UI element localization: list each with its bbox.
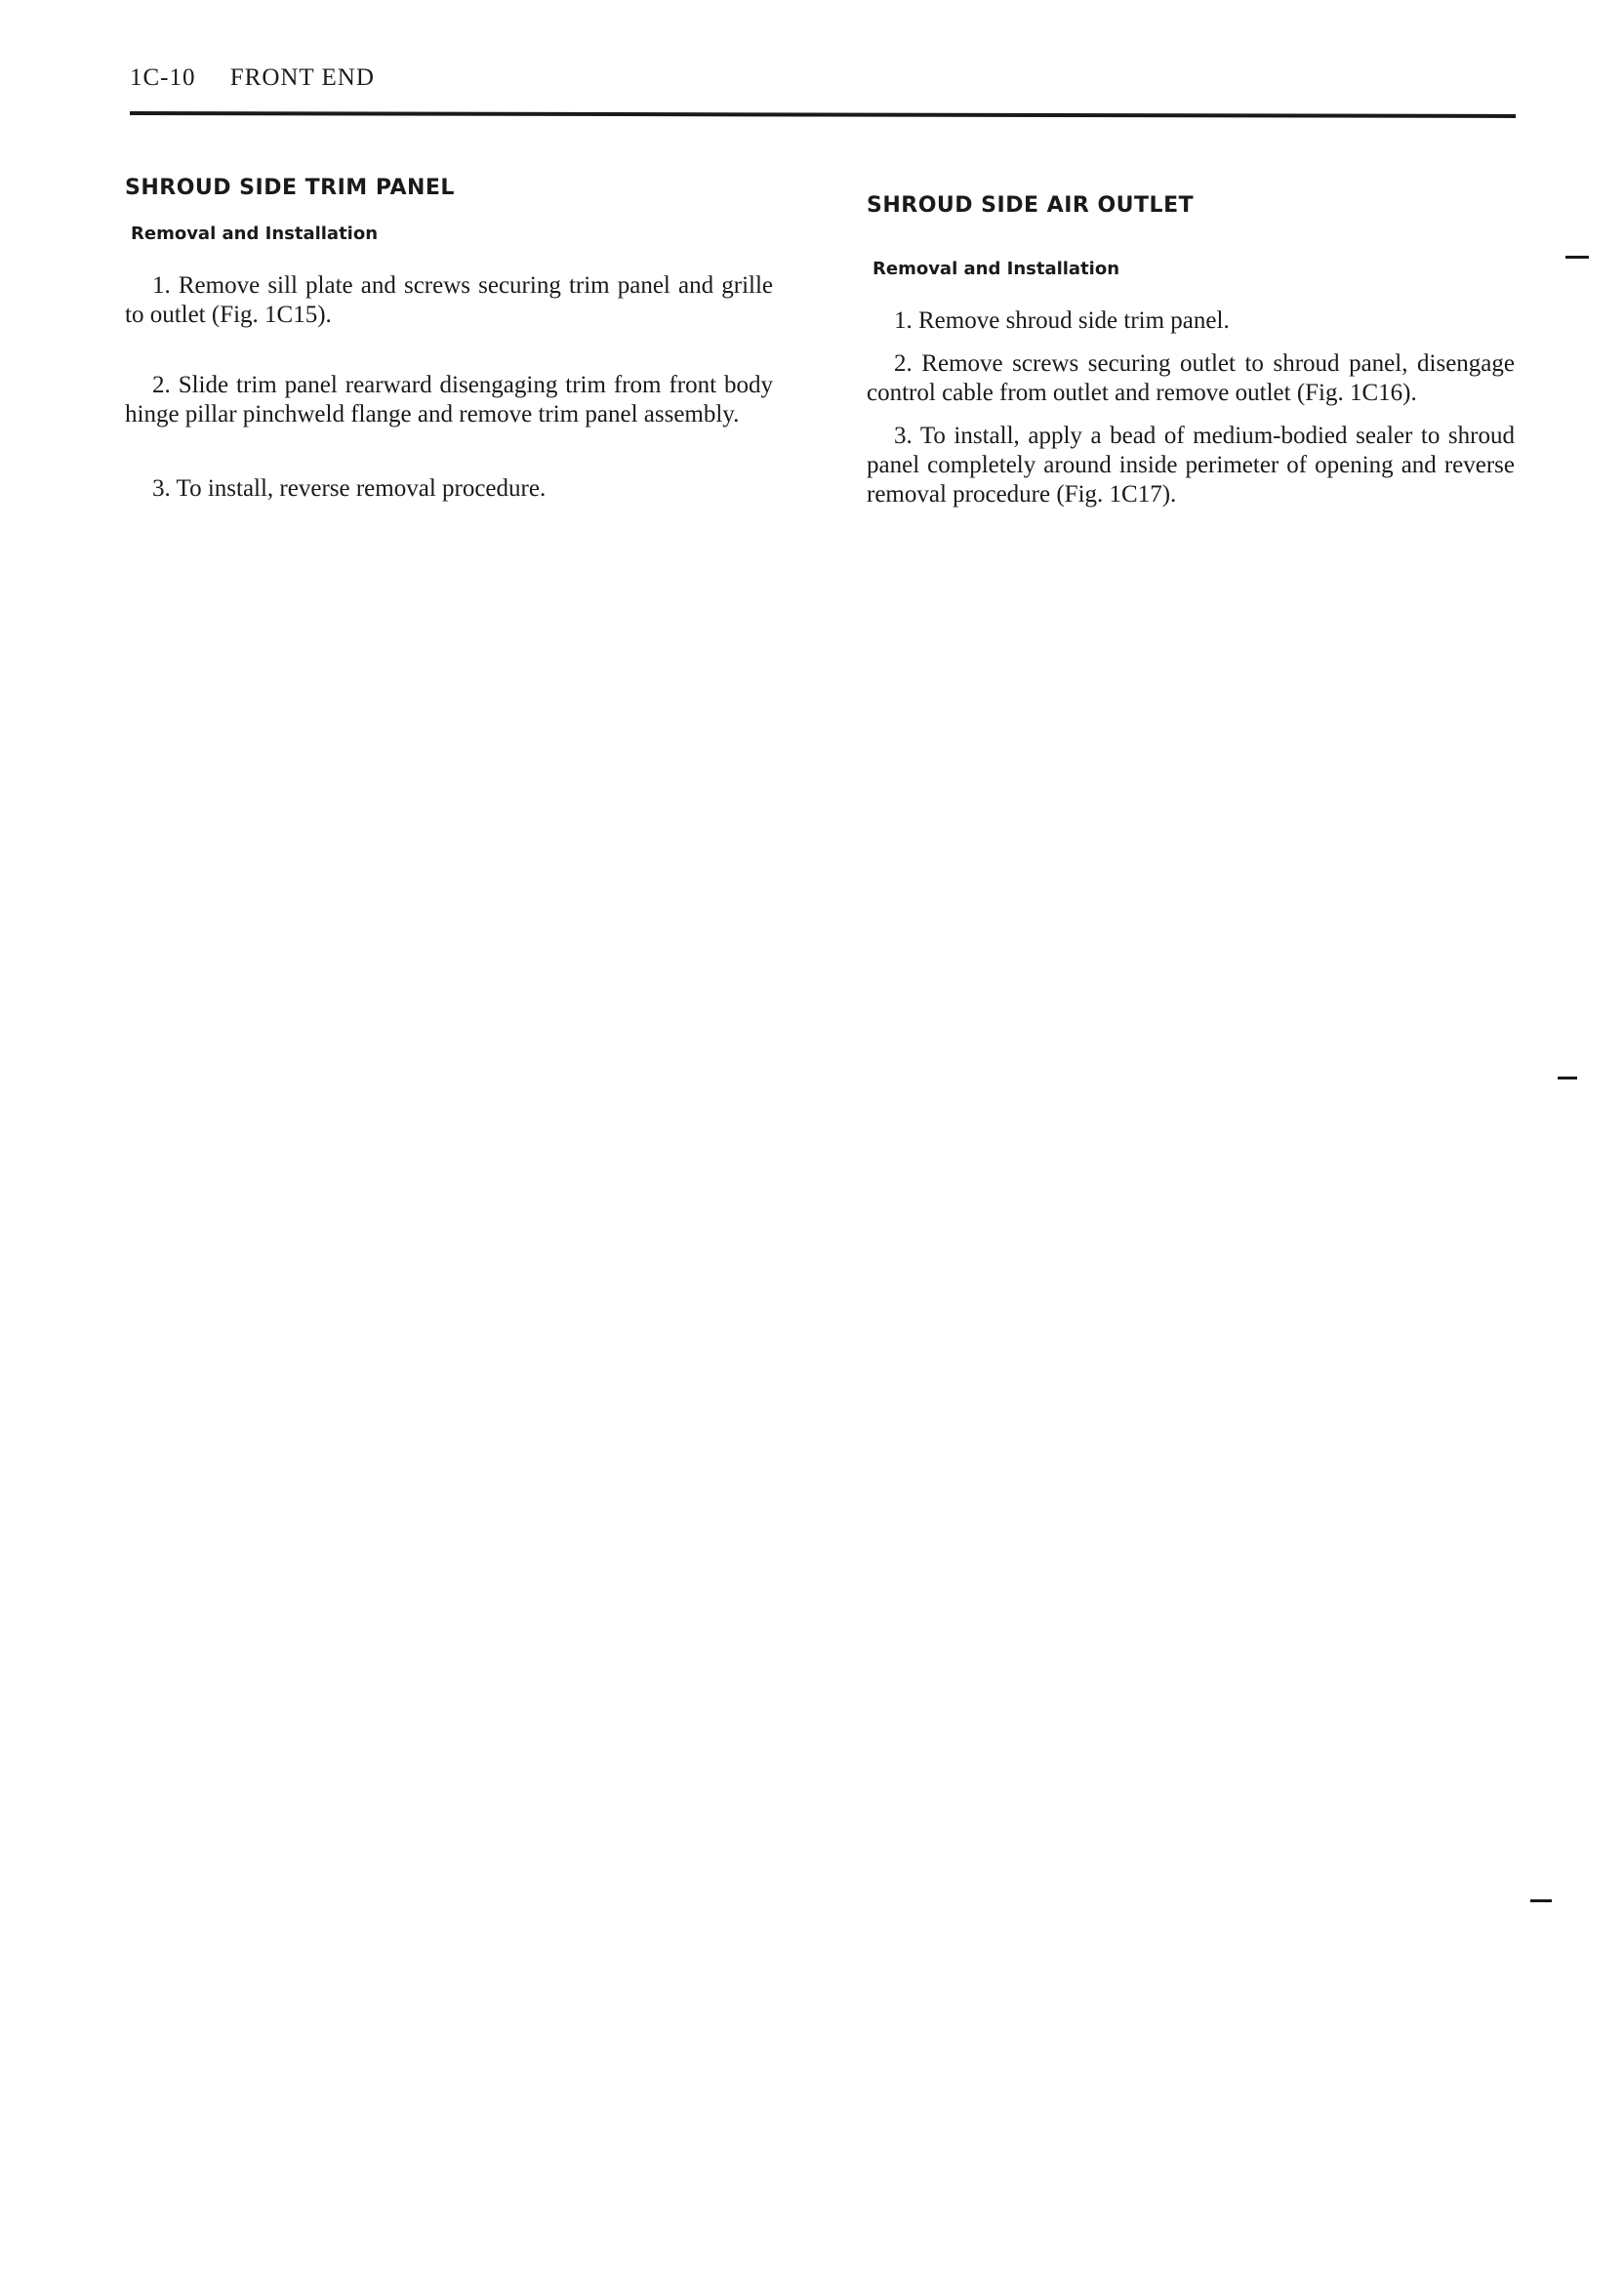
section-name: FRONT END (229, 64, 375, 91)
running-header (130, 64, 375, 92)
step-2: 2. Slide trim panel rearward disengaging trim from front body hinge pillar pinchweld flange and remove trim panel assembly. (125, 372, 773, 428)
margin-mark (1565, 256, 1589, 259)
header-rule (130, 111, 1516, 118)
step-1: 1. Remove sill plate and screws securing trim panel and grille to outlet (Fig. 1C15). (125, 272, 773, 328)
margin-mark (1558, 1077, 1577, 1079)
step-3: 3. To install, reverse removal procedure. (152, 475, 547, 502)
margin-mark (1530, 1899, 1552, 1902)
page-number: 1C-10 (130, 64, 196, 91)
step-3: 3. To install, apply a bead of medium-bodied sealer to shroud panel completely around inside perimeter of opening and reverse removal procedure (Fig. 1C17). (867, 423, 1515, 508)
left-column (125, 176, 773, 504)
step-2: 2. Remove screws securing outlet to shroud panel, disengage control cable from outlet and remove outlet (Fig. 1C16). (867, 350, 1515, 406)
right-column (867, 193, 1515, 509)
subsection-title: Removal and Installation (873, 259, 1120, 279)
section-title-trim-panel: SHROUD SIDE TRIM PANEL (125, 176, 455, 200)
step-1: 1. Remove shroud side trim panel. (894, 307, 1230, 334)
subsection-title: Removal and Installation (131, 224, 379, 244)
section-title-air-outlet: SHROUD SIDE AIR OUTLET (867, 193, 1195, 218)
